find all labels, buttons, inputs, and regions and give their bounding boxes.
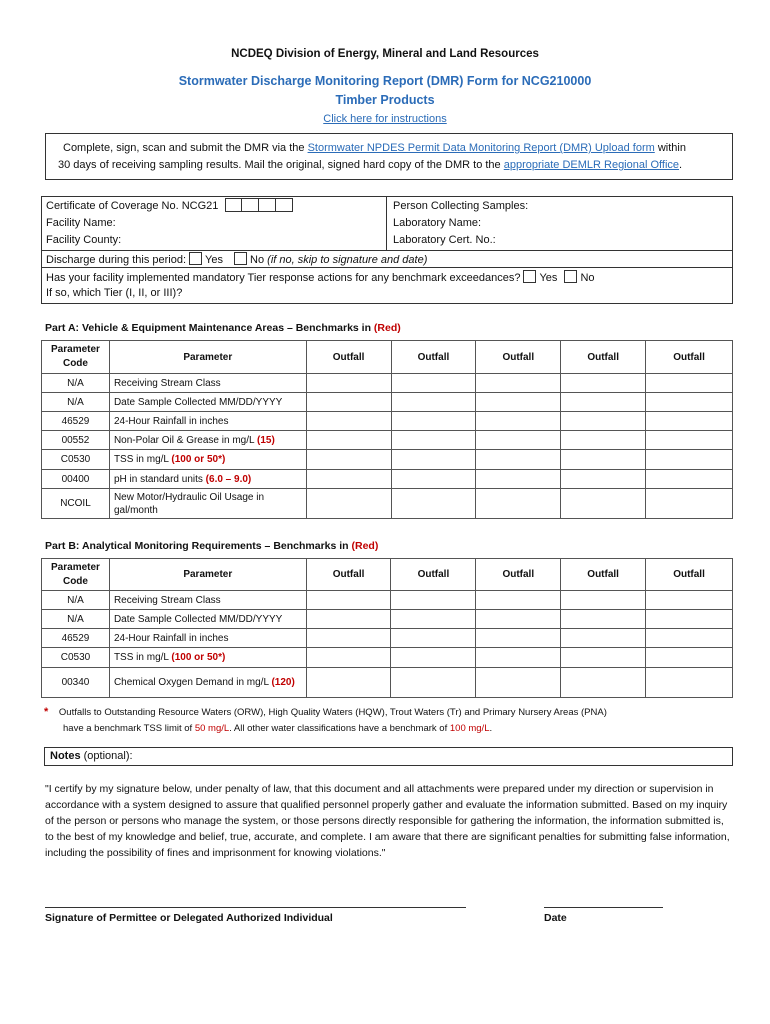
outfall-input-cell[interactable] — [646, 450, 733, 470]
table-header-row — [42, 559, 733, 591]
part-b-heading-text: Part B: Analytical Monitoring Requirements – Benchmarks in — [45, 540, 352, 552]
parameter-cell — [109, 431, 306, 450]
outfall-input-cell[interactable] — [561, 450, 646, 470]
date-label: Date — [544, 912, 567, 924]
regional-office-link[interactable]: appropriate DEMLR Regional Office — [503, 159, 680, 171]
outfall-input-cell[interactable] — [476, 374, 561, 393]
benchmark-value: (120) — [271, 677, 295, 688]
instruction-text: within — [654, 142, 686, 154]
lab-cert-label: Laboratory Cert. No.: — [393, 234, 496, 246]
part-b-heading-red: (Red) — [351, 540, 379, 552]
parameter-name: Date Sample Collected MM/DD/YYYY — [113, 396, 283, 408]
tier-which-label: If so, which Tier (I, II, or III)? — [46, 287, 183, 299]
footnote-line2: have a benchmark TSS limit of 50 mg/L. All other water classifications have a benchmark of 100 mg/L. — [63, 723, 493, 734]
outfall-input-cell[interactable] — [306, 412, 391, 431]
outfall-input-cell[interactable] — [306, 393, 391, 412]
form-title-line2: Timber Products — [335, 93, 435, 107]
outfall-input-cell[interactable] — [561, 668, 646, 698]
form-title-line1: Stormwater Discharge Monitoring Report (DMR) Form for NCG210000 — [178, 74, 592, 88]
outfall-input-cell[interactable] — [646, 412, 733, 431]
col-param-code: Parameter Code — [42, 341, 110, 374]
lab-name-label: Laboratory Name: — [393, 217, 482, 229]
param-code-cell: C0530 — [42, 648, 110, 668]
part-a-heading — [45, 322, 401, 334]
col-outfall: Outfall — [561, 559, 646, 591]
param-code-cell: N/A — [42, 374, 110, 393]
parameter-name: pH in standard units — [113, 473, 206, 485]
parameter-cell — [109, 393, 306, 412]
certification-statement: "I certify by my signature below, under penalty of law, that this document and all attachments were prepared under my direction or supervision in accordance with a system designed to assure that qualified personnel properly gather and evaluate the information submitted. Based on my inquiry of the person or persons who manage the system, or those persons directly responsible for gathering the information, the information submitted is, to the best of my knowledge and belief, true, accurate, and complete. I am aware that there are significant penalties for submitting false information, including the possibility of fines and imprisonment for knowing violations." — [45, 783, 730, 859]
coc-label: Certificate of Coverage No. NCG21 — [46, 200, 219, 212]
parameter-name: TSS in mg/L — [113, 652, 172, 663]
parameter-name: Chemical Oxygen Demand in mg/L — [113, 677, 272, 688]
outfall-input-cell[interactable] — [476, 591, 561, 610]
part-a-heading-text: Part A: Vehicle & Equipment Maintenance Areas – Benchmarks in — [45, 322, 374, 334]
table-row — [42, 489, 733, 519]
outfall-input-cell[interactable] — [391, 629, 476, 648]
signature-line[interactable] — [45, 907, 466, 908]
outfall-input-cell[interactable] — [646, 489, 733, 519]
table-row — [42, 629, 733, 648]
parameter-name: Receiving Stream Class — [113, 594, 221, 606]
outfall-input-cell[interactable] — [561, 489, 646, 519]
date-line[interactable] — [544, 907, 663, 908]
table-row — [42, 450, 733, 470]
parameter-name: TSS in mg/L — [113, 454, 172, 465]
instruction-text: . — [679, 159, 683, 171]
param-code-cell: NCOIL — [42, 489, 110, 519]
outfall-input-cell[interactable] — [476, 629, 561, 648]
outfall-input-cell[interactable] — [561, 412, 646, 431]
outfall-input-cell[interactable] — [561, 591, 646, 610]
footnote-value-50: 50 mg/L — [194, 723, 230, 734]
outfall-input-cell[interactable] — [646, 470, 733, 489]
facility-county-label: Facility County: — [46, 234, 122, 246]
outfall-input-cell[interactable] — [391, 591, 476, 610]
outfall-input-cell[interactable] — [391, 431, 476, 450]
outfall-input-cell[interactable] — [476, 610, 561, 629]
parameter-cell — [109, 412, 306, 431]
outfall-input-cell[interactable] — [391, 610, 476, 629]
param-code-cell: 46529 — [42, 629, 110, 648]
outfall-input-cell[interactable] — [646, 393, 733, 412]
outfall-input-cell[interactable] — [646, 648, 733, 668]
table-row — [42, 431, 733, 450]
col-parameter: Parameter — [109, 559, 306, 591]
outfall-input-cell[interactable] — [646, 668, 733, 698]
parameter-cell — [109, 374, 306, 393]
outfall-input-cell[interactable] — [476, 393, 561, 412]
discharge-yes-label: Yes — [205, 254, 223, 266]
benchmark-value: (15) — [256, 434, 275, 446]
outfall-input-cell[interactable] — [476, 412, 561, 431]
coc-field — [46, 200, 218, 212]
outfall-input-cell[interactable] — [476, 431, 561, 450]
param-code-cell: C0530 — [42, 450, 110, 470]
parameter-cell — [109, 489, 306, 519]
param-code-cell: 00552 — [42, 431, 110, 450]
parameter-cell — [109, 629, 306, 648]
outfall-input-cell[interactable] — [306, 489, 391, 519]
outfall-input-cell[interactable] — [391, 393, 476, 412]
param-code-cell: 00400 — [42, 470, 110, 489]
notes-field[interactable] — [44, 747, 733, 766]
parameter-name: New Motor/Hydraulic Oil Usage in gal/month — [113, 491, 265, 516]
col-param-code: Parameter Code — [42, 559, 110, 591]
footnote — [44, 704, 607, 737]
parameter-name: 24-Hour Rainfall in inches — [113, 415, 229, 427]
signature-label: Signature of Permittee or Delegated Authorized Individual — [45, 912, 333, 924]
outfall-input-cell[interactable] — [476, 489, 561, 519]
outfall-input-cell[interactable] — [391, 648, 476, 668]
discharge-row — [46, 252, 427, 266]
outfall-input-cell[interactable] — [391, 489, 476, 519]
outfall-input-cell[interactable] — [561, 374, 646, 393]
dmr-upload-link[interactable]: Stormwater NPDES Permit Data Monitoring Report (DMR) Upload form — [307, 142, 655, 154]
parameter-name: Receiving Stream Class — [113, 377, 221, 389]
parameter-cell — [109, 450, 306, 470]
discharge-label: Discharge during this period: — [46, 254, 187, 266]
col-outfall: Outfall — [476, 559, 561, 591]
outfall-input-cell[interactable] — [306, 591, 391, 610]
coc-number-boxes[interactable] — [225, 198, 293, 212]
col-outfall: Outfall — [391, 559, 476, 591]
instruction-box — [45, 133, 733, 180]
outfall-input-cell[interactable] — [476, 450, 561, 470]
outfall-input-cell[interactable] — [561, 610, 646, 629]
part-b-heading — [45, 540, 378, 552]
outfall-input-cell[interactable] — [476, 470, 561, 489]
table-row — [42, 412, 733, 431]
outfall-input-cell[interactable] — [306, 648, 391, 668]
tier-yes-label: Yes — [539, 272, 558, 284]
param-code-cell: N/A — [42, 591, 110, 610]
outfall-input-cell[interactable] — [646, 610, 733, 629]
discharge-note: (if no, skip to signature and date) — [267, 254, 428, 266]
table-row — [42, 668, 733, 698]
outfall-input-cell[interactable] — [561, 470, 646, 489]
outfall-input-cell[interactable] — [391, 668, 476, 698]
part-a-heading-red: (Red) — [373, 322, 401, 334]
outfall-input-cell[interactable] — [391, 470, 476, 489]
outfall-input-cell[interactable] — [306, 431, 391, 450]
outfall-input-cell[interactable] — [306, 470, 391, 489]
agency-heading: NCDEQ Division of Energy, Mineral and Land Resources — [231, 48, 539, 60]
col-outfall: Outfall — [306, 341, 391, 374]
parameter-cell — [109, 648, 306, 668]
parameter-cell — [109, 470, 306, 489]
footnote-value-100: 100 mg/L — [449, 723, 490, 734]
outfall-input-cell[interactable] — [391, 374, 476, 393]
table-row — [42, 374, 733, 393]
table-row — [42, 648, 733, 668]
outfall-input-cell[interactable] — [476, 668, 561, 698]
parameter-cell — [109, 591, 306, 610]
col-outfall: Outfall — [561, 341, 646, 374]
param-code-cell: N/A — [42, 610, 110, 629]
discharge-no-checkbox[interactable] — [234, 252, 247, 265]
person-collecting-label: Person Collecting Samples: — [393, 200, 529, 212]
param-code-cell: N/A — [42, 393, 110, 412]
outfall-input-cell[interactable] — [306, 629, 391, 648]
part-a-table — [41, 340, 733, 519]
outfall-input-cell[interactable] — [306, 610, 391, 629]
tier-row — [46, 270, 595, 284]
outfall-input-cell[interactable] — [391, 412, 476, 431]
outfall-input-cell[interactable] — [646, 591, 733, 610]
instruction-text: 30 days of receiving sampling results. Mail the original, signed hard copy of the DMR to the — [58, 159, 504, 171]
instruction-text: Complete, sign, scan and submit the DMR via the — [63, 142, 308, 154]
benchmark-value: (6.0 – 9.0) — [205, 473, 252, 485]
tier-question: Has your facility implemented mandatory Tier response actions for any benchmark exceedances? — [46, 272, 521, 284]
footnote-line1: Outfalls to Outstanding Resource Waters (ORW), High Quality Waters (HQW), Trout Waters (Tr) and Primary Nursery Areas (PNA) — [58, 707, 607, 718]
outfall-input-cell[interactable] — [306, 450, 391, 470]
outfall-input-cell[interactable] — [391, 450, 476, 470]
facility-info-box — [41, 196, 733, 304]
col-parameter: Parameter — [109, 341, 306, 374]
benchmark-value: (100 or 50*) — [171, 652, 226, 663]
facility-name-label: Facility Name: — [46, 217, 116, 229]
outfall-input-cell[interactable] — [306, 374, 391, 393]
outfall-input-cell[interactable] — [561, 393, 646, 412]
outfall-input-cell[interactable] — [561, 648, 646, 668]
outfall-input-cell[interactable] — [561, 629, 646, 648]
table-row — [42, 610, 733, 629]
footnote-star: * — [44, 706, 49, 718]
col-outfall: Outfall — [306, 559, 391, 591]
param-code-cell: 00340 — [42, 668, 110, 698]
notes-optional: (optional): — [80, 750, 133, 762]
notes-label: Notes — [50, 750, 81, 762]
outfall-input-cell[interactable] — [306, 668, 391, 698]
parameter-name: Non-Polar Oil & Grease in mg/L — [113, 434, 257, 446]
table-row — [42, 393, 733, 412]
col-outfall: Outfall — [646, 341, 733, 374]
table-header-row — [42, 341, 733, 374]
parameter-name: 24-Hour Rainfall in inches — [113, 632, 229, 644]
outfall-input-cell[interactable] — [476, 648, 561, 668]
outfall-input-cell[interactable] — [561, 431, 646, 450]
outfall-input-cell[interactable] — [646, 629, 733, 648]
col-outfall: Outfall — [391, 341, 476, 374]
tier-yes-checkbox[interactable] — [523, 270, 536, 283]
benchmark-value: (100 or 50*) — [171, 454, 226, 465]
part-b-table — [41, 558, 733, 698]
col-outfall: Outfall — [646, 559, 733, 591]
table-row — [42, 591, 733, 610]
table-row — [42, 470, 733, 489]
parameter-name: Date Sample Collected MM/DD/YYYY — [113, 613, 283, 625]
tier-no-checkbox[interactable] — [564, 270, 577, 283]
col-outfall: Outfall — [476, 341, 561, 374]
discharge-no-label: No — [250, 254, 265, 266]
outfall-input-cell[interactable] — [646, 431, 733, 450]
outfall-input-cell[interactable] — [646, 374, 733, 393]
param-code-cell: 46529 — [42, 412, 110, 431]
instructions-link[interactable]: Click here for instructions — [323, 113, 447, 125]
parameter-cell — [109, 668, 306, 698]
discharge-yes-checkbox[interactable] — [189, 252, 202, 265]
tier-no-label: No — [580, 272, 595, 284]
parameter-cell — [109, 610, 306, 629]
